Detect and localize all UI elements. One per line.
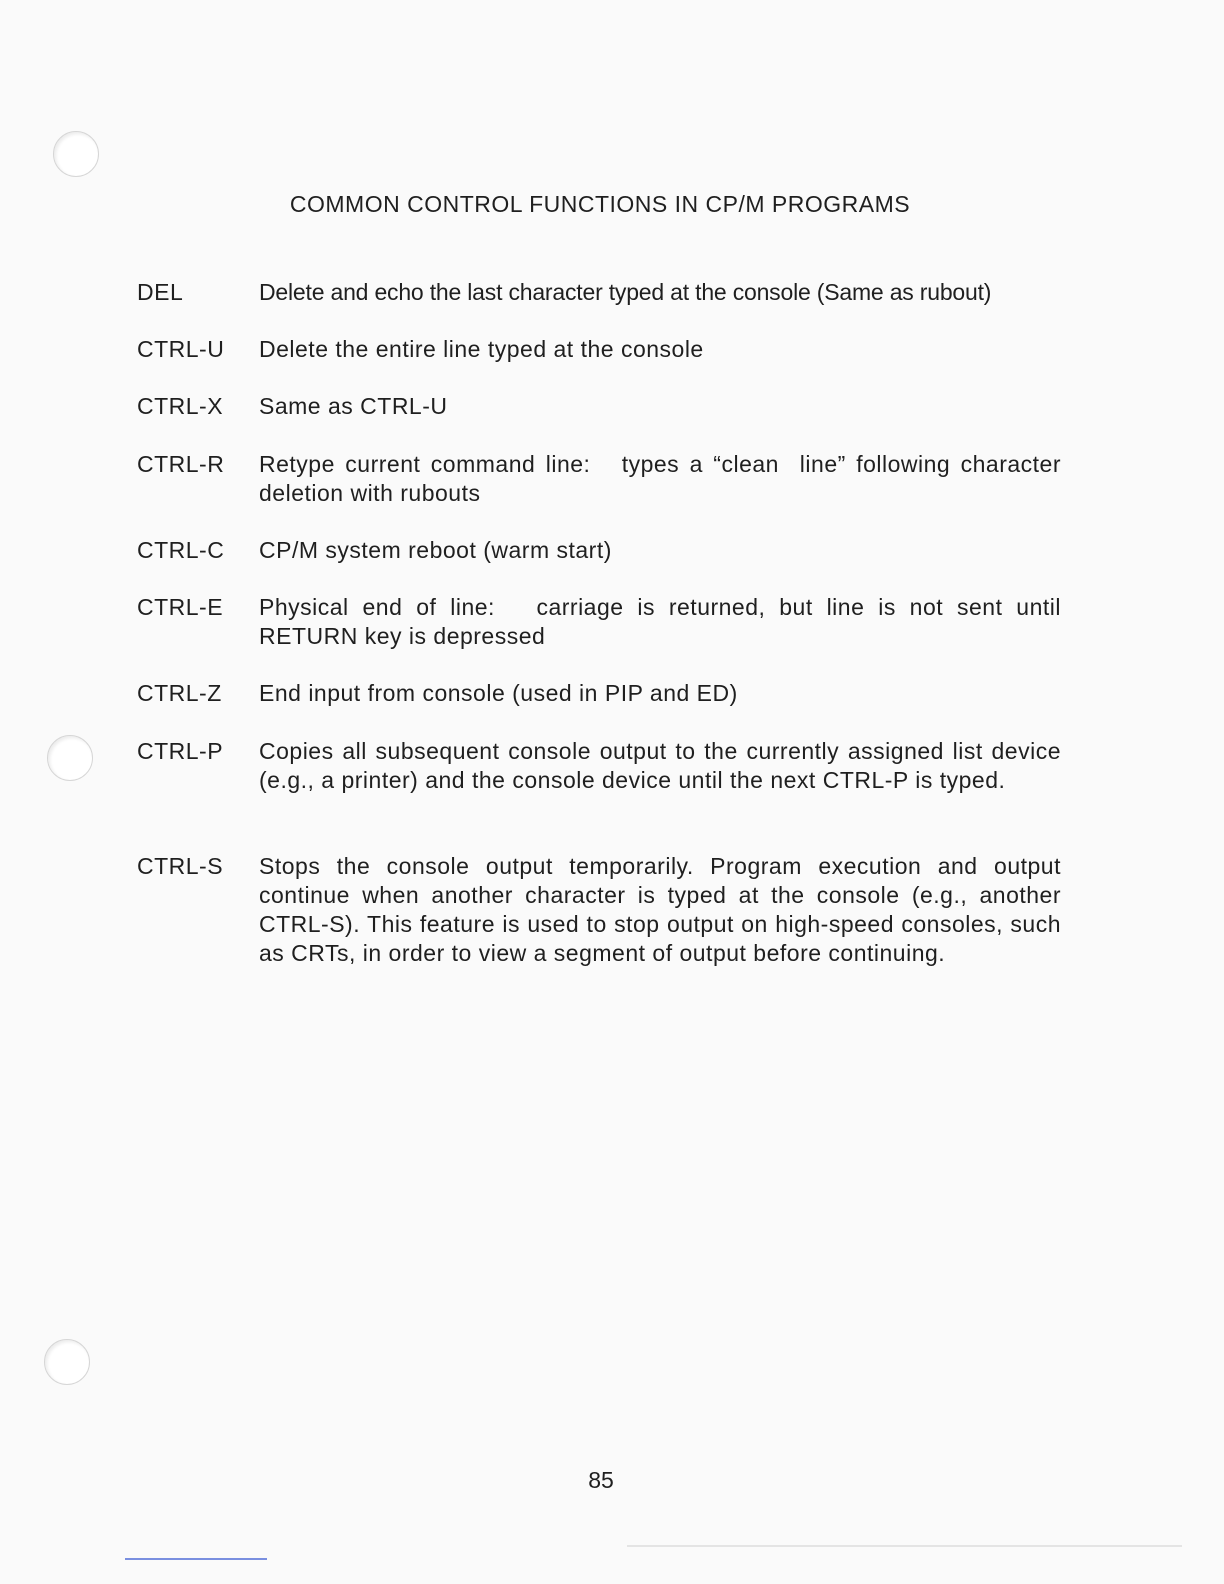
page-number: 85: [588, 1467, 614, 1493]
entry-description: Delete and echo the last character typed at the console (Same as rubout): [259, 279, 992, 305]
punch-hole-top: [53, 131, 99, 177]
entry-key: CTRL-Z: [137, 680, 222, 706]
entry-key: DEL: [137, 279, 184, 305]
scan-artifact-line: [125, 1558, 267, 1560]
punch-hole-middle: [47, 735, 93, 781]
entry-key: CTRL-R: [137, 451, 225, 477]
entry-description: Copies all subsequent console output to the currently assigned list device (e.g., a printer) and the console device until the next CTRL-P is typed.: [259, 738, 1061, 793]
entry-description: End input from console (used in PIP and ED): [259, 680, 738, 706]
entry-key: CTRL-P: [137, 738, 224, 764]
entry-description: Same as CTRL-U: [259, 393, 448, 419]
entry-key: CTRL-U: [137, 336, 225, 362]
entry-description: Retype current command line: types a “clean line” following character deletion with rubouts: [259, 451, 1068, 506]
punch-hole-bottom: [44, 1339, 90, 1385]
entry-description: Delete the entire line typed at the console: [259, 336, 704, 362]
entry-description: CP/M system reboot (warm start): [259, 537, 612, 563]
page-title: COMMON CONTROL FUNCTIONS IN CP/M PROGRAMS: [289, 191, 911, 217]
entry-description: Stops the console output temporarily. Program execution and output continue when another character is typed at the console (e.g., another CTRL-S). This feature is used to stop output on high-speed consoles, such as CRTs, in order to view a segment of output before continuing.: [259, 853, 1061, 966]
entry-key: CTRL-E: [137, 594, 224, 620]
scan-artifact-line: [627, 1545, 1182, 1547]
entry-key: CTRL-C: [137, 537, 225, 563]
entry-key: CTRL-X: [137, 393, 224, 419]
entry-key: CTRL-S: [137, 853, 224, 879]
entry-description: Physical end of line: carriage is returned, but line is not sent until RETURN key is depressed: [259, 594, 1068, 649]
